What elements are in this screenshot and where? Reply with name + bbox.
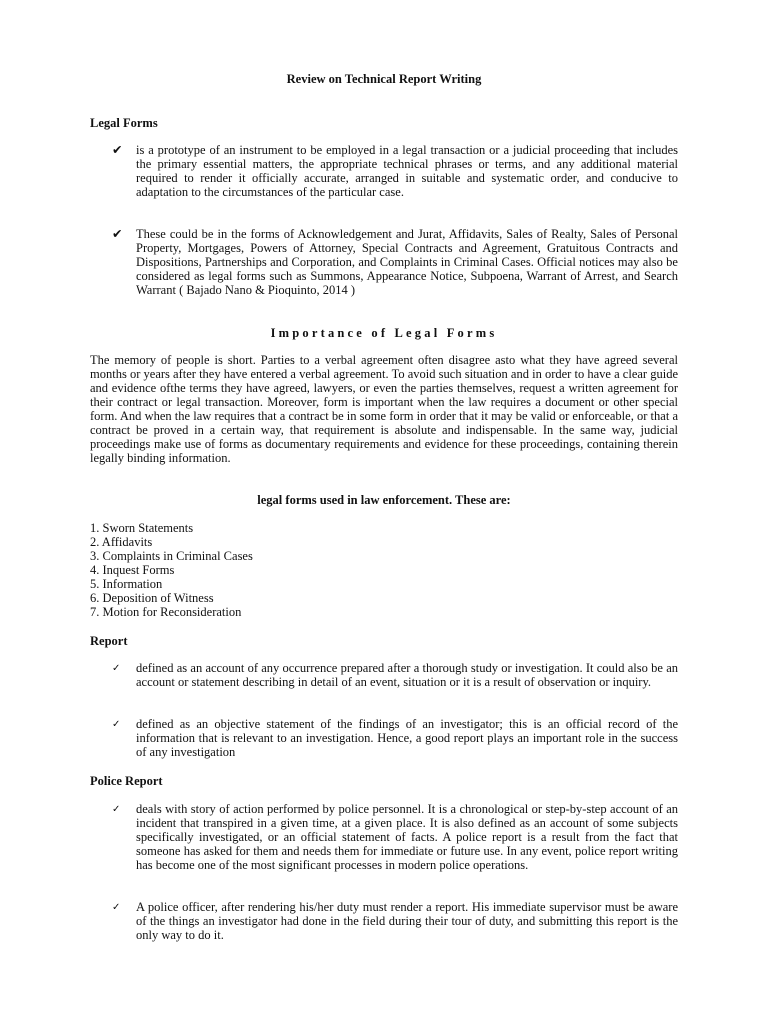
check-mark-icon: ✓ (112, 719, 121, 730)
bullet-text: A police officer, after rendering his/her duty must render a report. His immediate supervisor must be aware of the things an investigator had done in the field during their tour of duty, and submitting this report is the only way to do it. (136, 900, 678, 942)
police-report-bullet-2 (112, 900, 678, 942)
check-mark-icon: ✔ (112, 227, 123, 241)
bullet-text: defined as an account of any occurrence prepared after a thorough study or investigation. It could also be an account or statement describing in detail of an event, situation or it is a result of observation or inquiry. (136, 661, 678, 689)
list-item: 7. Motion for Reconsideration (90, 605, 242, 619)
report-bullet-2 (112, 717, 678, 759)
law-enforcement-heading: legal forms used in law enforcement. These are: (257, 493, 511, 507)
report-heading: Report (90, 634, 128, 648)
legal-forms-bullet-1 (112, 143, 678, 199)
bullet-text: deals with story of action performed by police personnel. It is a chronological or step-by-step account of an incident that transpired in a given time, at a given place. It is also defined as an account of some subjects specifically investigated, or an official statement of facts. A police report is a result from the fact that someone has asked for them and needs them for immediate or future use. In any event, police report writing has become one of the most significant processes in modern police operations. (136, 802, 678, 872)
report-bullet-1 (112, 661, 678, 689)
bullet-text: defined as an objective statement of the findings of an investigator; this is an official record of the information that is relevant to an investigation. Hence, a good report plays an important role in the success of any investigation (136, 717, 678, 759)
bullet-text: These could be in the forms of Acknowledgement and Jurat, Affidavits, Sales of Realty, Sales of Personal Property, Mortgages, Powers of Attorney, Special Contracts and Agreement, Gratuitous Contracts and Dispositions, Partnerships and Corporation, and Complaints in Criminal Cases. Official notices may also be considered as legal forms such as Summons, Appearance Notice, Subpoena, Warrant of Arrest, and Search Warrant ( Bajado Nano & Pioquinto, 2014 ) (136, 227, 678, 297)
list-item: 6. Deposition of Witness (90, 591, 214, 605)
document-title: Review on Technical Report Writing (286, 72, 482, 86)
law-enforcement-list (90, 521, 490, 619)
legal-forms-heading: Legal Forms (90, 116, 158, 130)
check-mark-icon: ✓ (112, 804, 121, 815)
check-mark-icon: ✔ (112, 143, 123, 157)
list-item: 4. Inquest Forms (90, 563, 175, 577)
importance-paragraph: The memory of people is short. Parties to a verbal agreement often disagree asto what they have agreed several months or years after they have entered a verbal agreement. To avoid such situation and in order to have a clear guide and evidence ofthe terms they have agreed, lawyers, or even the parties themselves, request a written agreement for their contract or legal transaction. Moreover, form is important when the law requires a document or other special form. And when the law requires that a contract be in some form in order that it may be valid or enforceable, or that a contract be proved in a certain way, that requirement is absolute and indispensable. In the same way, judicial proceedings make use of forms as documentary requirements and evidence for these proceedings, containing therein legally binding information. (90, 353, 678, 465)
importance-heading: Importance of Legal Forms (270, 326, 498, 340)
check-mark-icon: ✓ (112, 663, 121, 674)
list-item: 2. Affidavits (90, 535, 153, 549)
police-report-bullet-1 (112, 802, 678, 872)
list-item: 1. Sworn Statements (90, 521, 194, 535)
bullet-text: is a prototype of an instrument to be employed in a legal transaction or a judicial proceeding that includes the primary essential matters, the appropriate technical phrases or terms, and any additional material required to render it officially accurate, arranged in suitable and systematic order, and conducive to adaptation to the circumstances of the particular case. (136, 143, 678, 199)
police-report-heading: Police Report (90, 774, 163, 788)
check-mark-icon: ✓ (112, 902, 121, 913)
legal-forms-bullet-2 (112, 227, 678, 297)
list-item: 5. Information (90, 577, 163, 591)
list-item: 3. Complaints in Criminal Cases (90, 549, 253, 563)
